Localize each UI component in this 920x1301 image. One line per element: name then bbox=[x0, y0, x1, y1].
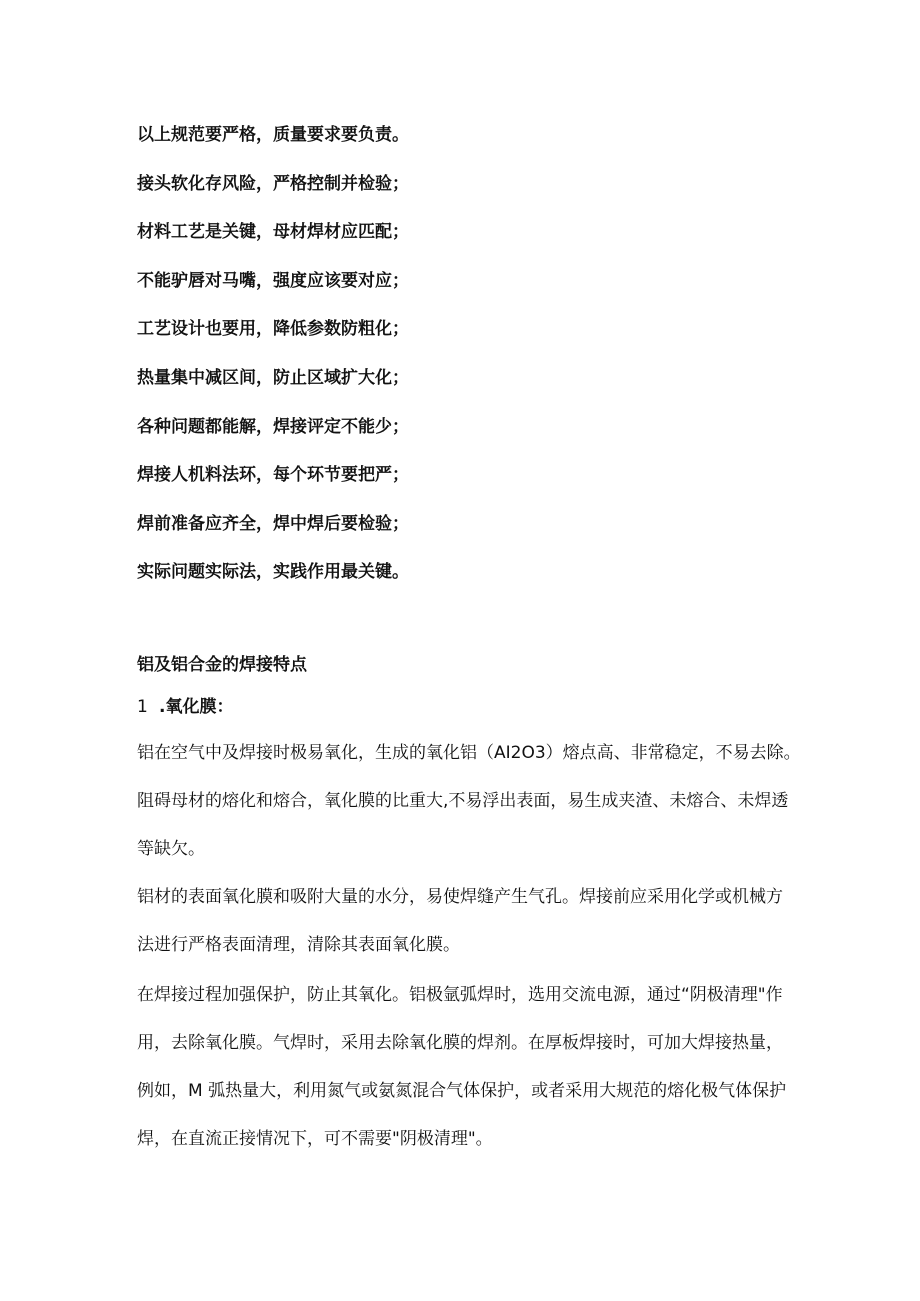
verse-line: 材料工艺是关键，母材焊材应匹配； bbox=[137, 222, 409, 243]
paragraph-line: 例如，M 弧热量大，利用氮气或氨氮混合气体保护，或者采用大规范的熔化极气体保护 bbox=[137, 1081, 787, 1101]
verse-line: 工艺设计也要用，降低参数防粗化； bbox=[137, 319, 409, 340]
paragraph-oxide-film bbox=[137, 738, 801, 882]
verse-line: 各种问题都能解，焊接评定不能少； bbox=[137, 416, 409, 437]
verse-line: 以上规范要严格，质量要求要负责。 bbox=[137, 125, 409, 145]
sub-heading-number: 1 bbox=[137, 697, 148, 717]
paragraph-line: 法进行严格表面清理，清除其表面氧化膜。 bbox=[137, 935, 460, 955]
paragraph-line: 铝材的表面氧化膜和吸附大量的水分，易使焊缝产生气孔。焊接前应采用化学或机械方 bbox=[137, 887, 783, 907]
paragraph-line: 用，去除氧化膜。气焊时，采用去除氧化膜的焊剂。在厚板焊接时，可加大焊接热量， bbox=[137, 1033, 783, 1053]
verse-line: 实际问题实际法，实践作用最关键。 bbox=[137, 562, 409, 583]
paragraph-line: 焊，在直流正接情况下，可不需要"阴极清理"。 bbox=[137, 1129, 493, 1149]
sub-heading bbox=[137, 692, 233, 722]
verse-block bbox=[137, 120, 837, 606]
paragraph-line: 铝在空气中及焊接时极易氧化，生成的氧化铝（AI2O3）熔点高、非常稳定，不易去除。 bbox=[137, 743, 801, 763]
verse-line: 不能驴唇对马嘴，强度应该要对应； bbox=[137, 270, 409, 291]
paragraph-line: 等缺欠。 bbox=[137, 839, 205, 859]
verse-line: 焊接人机料法环，每个环节要把严； bbox=[137, 465, 409, 486]
verse-line: 焊前准备应齐全，焊中焊后要检验； bbox=[137, 513, 409, 534]
verse-line: 接头软化存风险，严格控制并检验； bbox=[137, 173, 409, 194]
sub-heading-label: .氧化膜： bbox=[159, 697, 234, 717]
section-title: 铝及铝合金的焊接特点 bbox=[137, 655, 307, 675]
verse-line: 热量集中减区间，防止区域扩大化； bbox=[137, 367, 409, 388]
paragraph-protection bbox=[137, 980, 797, 1172]
paragraph-line: 阻碍母材的熔化和熔合，氧化膜的比重大,不易浮出表面，易生成夹渣、未熔合、未焊透 bbox=[137, 791, 789, 811]
paragraph-line: 在焊接过程加强保护，防止其氧化。铝极氩弧焊时，选用交流电源，通过“阴极清理"作 bbox=[137, 985, 783, 1005]
paragraph-surface-cleaning bbox=[137, 882, 797, 978]
